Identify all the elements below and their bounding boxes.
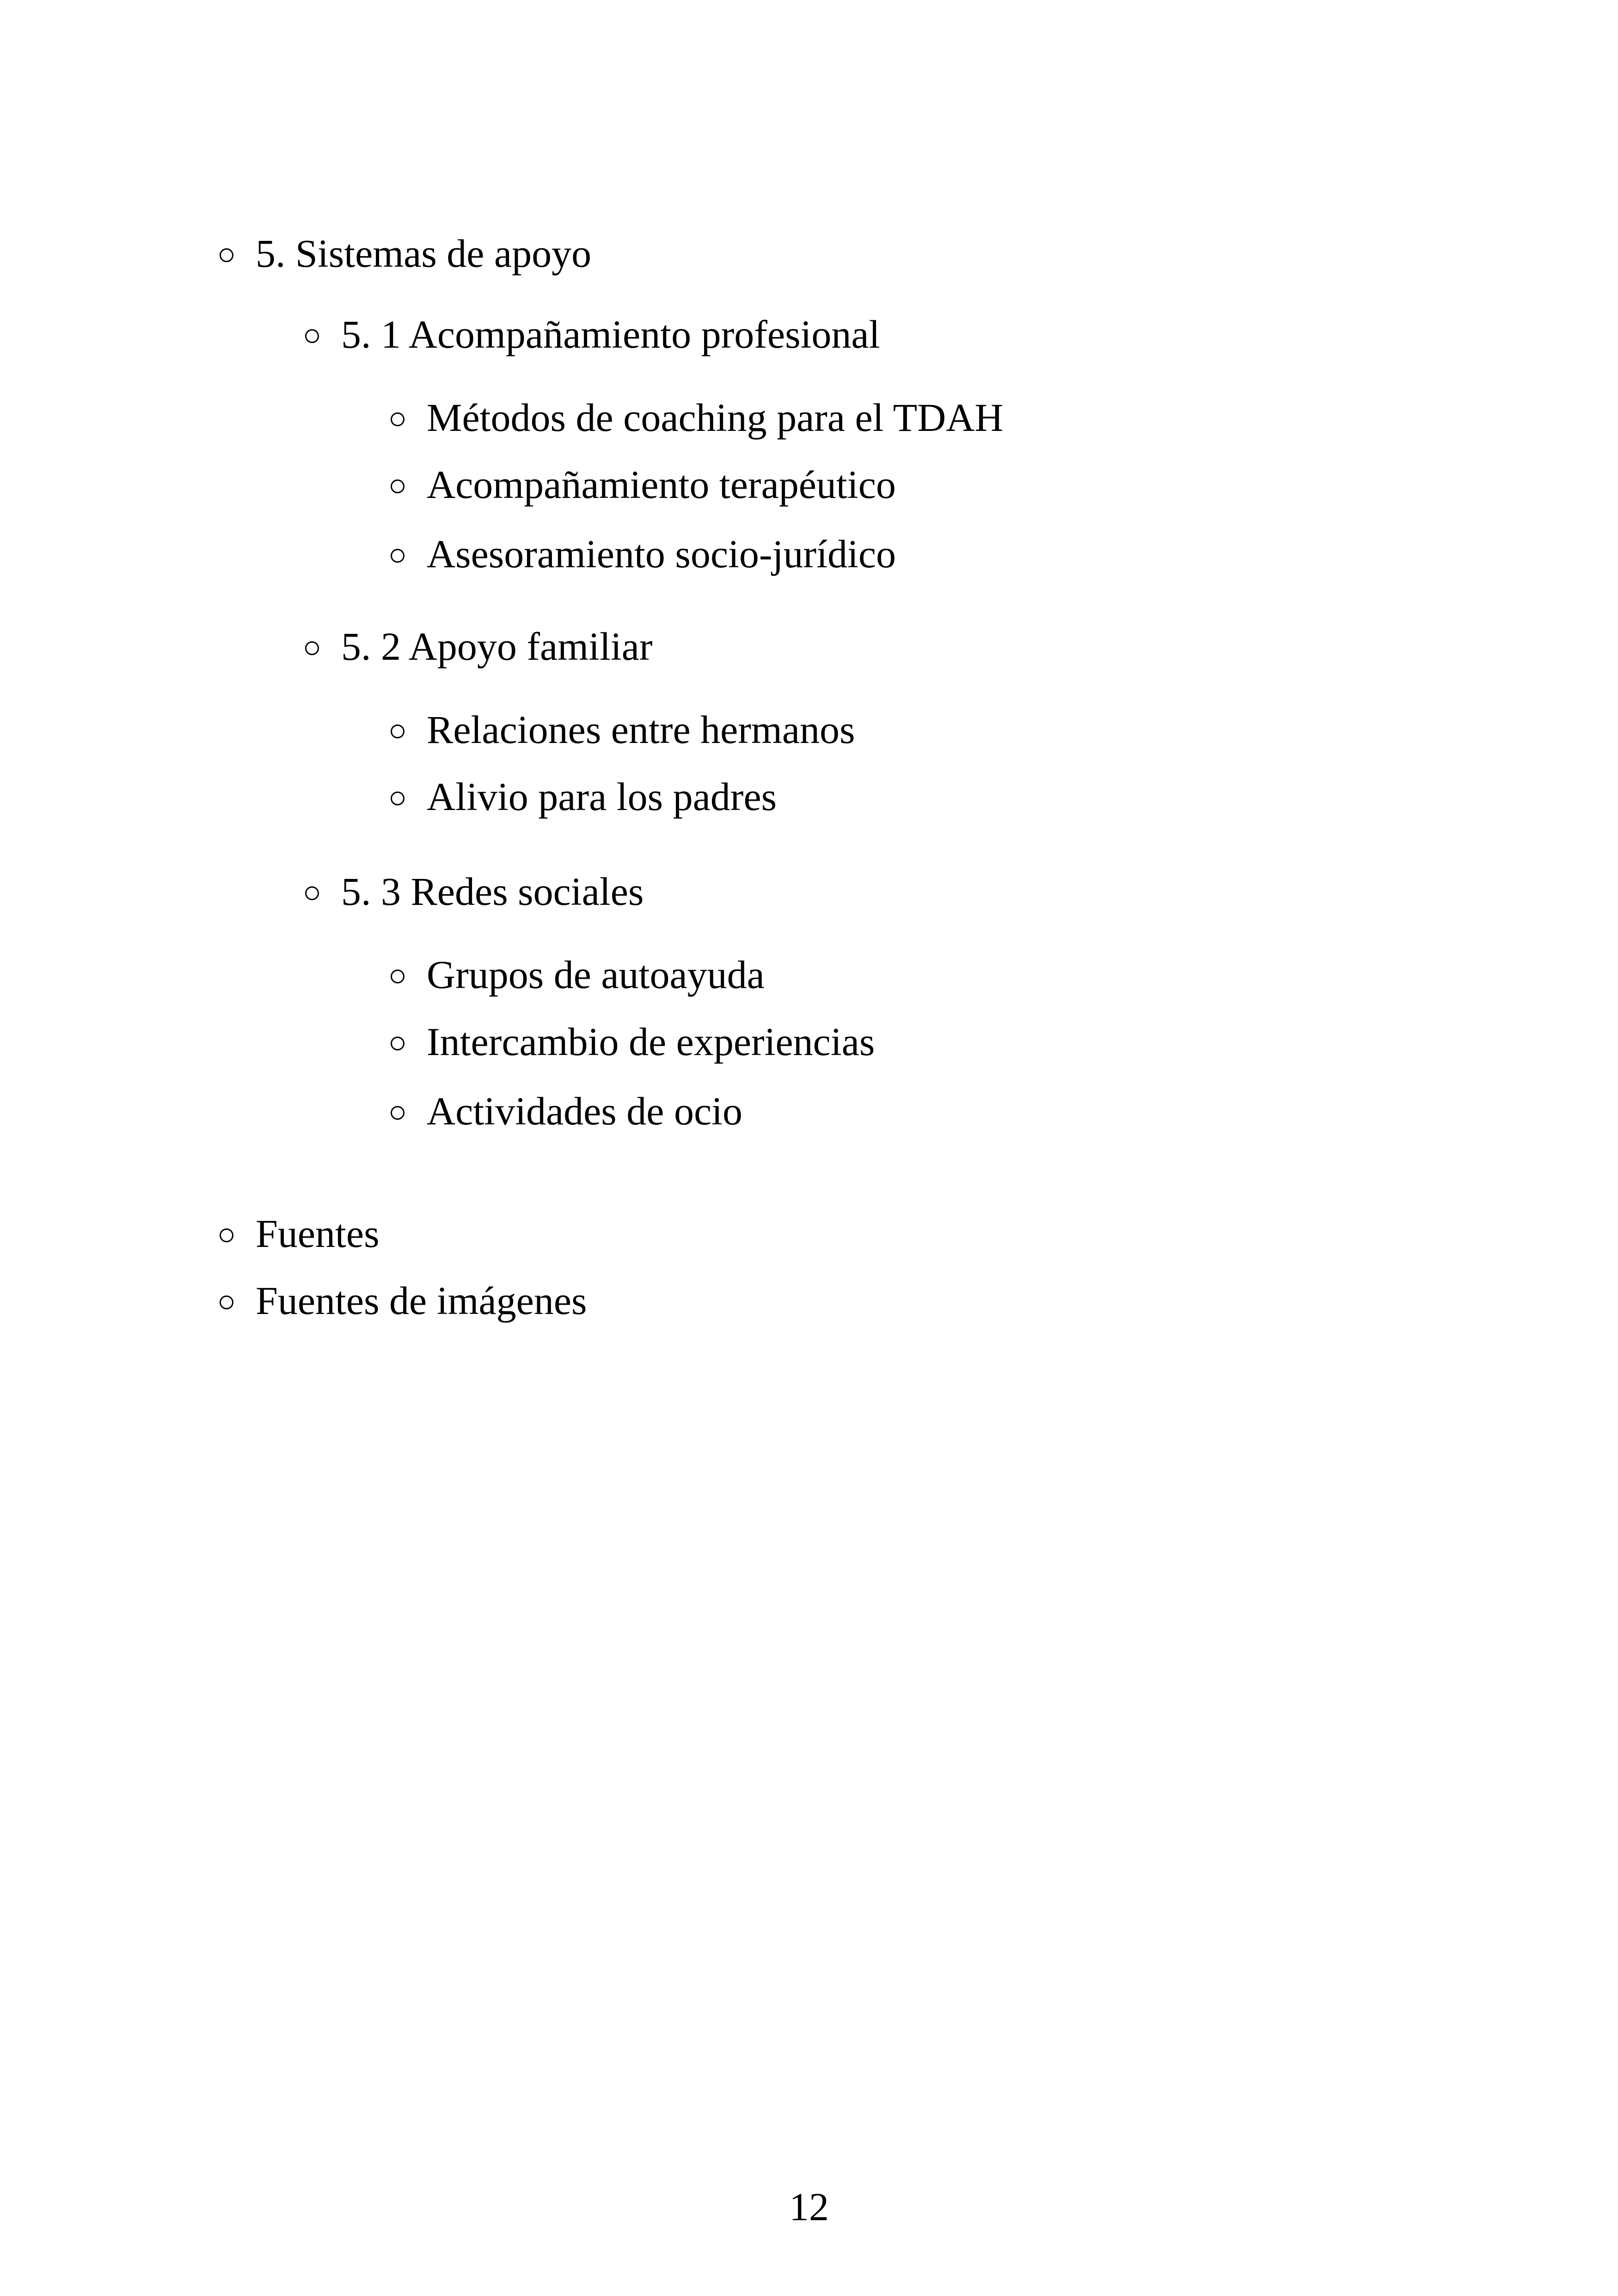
toc-item-label: Fuentes xyxy=(256,1211,380,1256)
toc-item-leisure-activities xyxy=(391,1091,742,1131)
toc-item-sibling-relations xyxy=(391,707,855,752)
toc-item-experience-exchange xyxy=(391,1019,875,1064)
toc-item-label: Acompañamiento terapéutico xyxy=(427,462,896,507)
toc-item-sources xyxy=(220,1211,380,1256)
toc-item-label: Métodos de coaching para el TDAH xyxy=(427,395,1004,440)
circle-bullet-icon xyxy=(305,329,319,343)
circle-bullet-icon xyxy=(391,1106,404,1120)
toc-item-label: Grupos de autoayuda xyxy=(427,952,765,997)
toc-item-section-5 xyxy=(220,231,592,276)
toc-item-image-sources xyxy=(220,1278,587,1323)
page-number: 12 xyxy=(789,2185,829,2229)
toc-item-label: Asesoramiento socio-jurídico xyxy=(427,532,896,576)
toc-item-label: 5. 2 Apoyo familiar xyxy=(341,624,653,669)
toc-item-label: 5. 1 Acompañamiento profesional xyxy=(341,312,880,356)
circle-bullet-icon xyxy=(391,549,404,563)
toc-item-coaching-methods xyxy=(391,395,1004,440)
toc-item-label: 5. Sistemas de apoyo xyxy=(256,231,592,276)
toc-item-section-5-1 xyxy=(305,314,880,354)
circle-bullet-icon xyxy=(391,412,404,426)
toc-item-self-help-groups xyxy=(391,952,765,997)
toc-item-section-5-2 xyxy=(305,624,653,669)
toc-item-socio-legal-advice xyxy=(391,534,896,574)
toc-item-parent-relief xyxy=(391,774,777,819)
circle-bullet-icon xyxy=(391,479,404,493)
circle-bullet-icon xyxy=(391,1037,404,1050)
toc-item-label: Fuentes de imágenes xyxy=(256,1278,587,1323)
toc-item-label: 5. 3 Redes sociales xyxy=(341,869,644,914)
toc-item-label: Relaciones entre hermanos xyxy=(427,707,855,752)
circle-bullet-icon xyxy=(391,792,404,805)
circle-bullet-icon xyxy=(220,1228,233,1242)
circle-bullet-icon xyxy=(305,886,319,900)
circle-bullet-icon xyxy=(391,724,404,738)
circle-bullet-icon xyxy=(220,248,233,262)
toc-item-label: Intercambio de experiencias xyxy=(427,1019,875,1064)
toc-item-section-5-3 xyxy=(305,869,644,914)
circle-bullet-icon xyxy=(305,641,319,655)
toc-item-label: Alivio para los padres xyxy=(427,774,777,819)
circle-bullet-icon xyxy=(220,1295,233,1309)
circle-bullet-icon xyxy=(391,970,404,983)
toc-item-therapeutic-support xyxy=(391,462,896,507)
toc-item-label: Actividades de ocio xyxy=(427,1089,743,1133)
